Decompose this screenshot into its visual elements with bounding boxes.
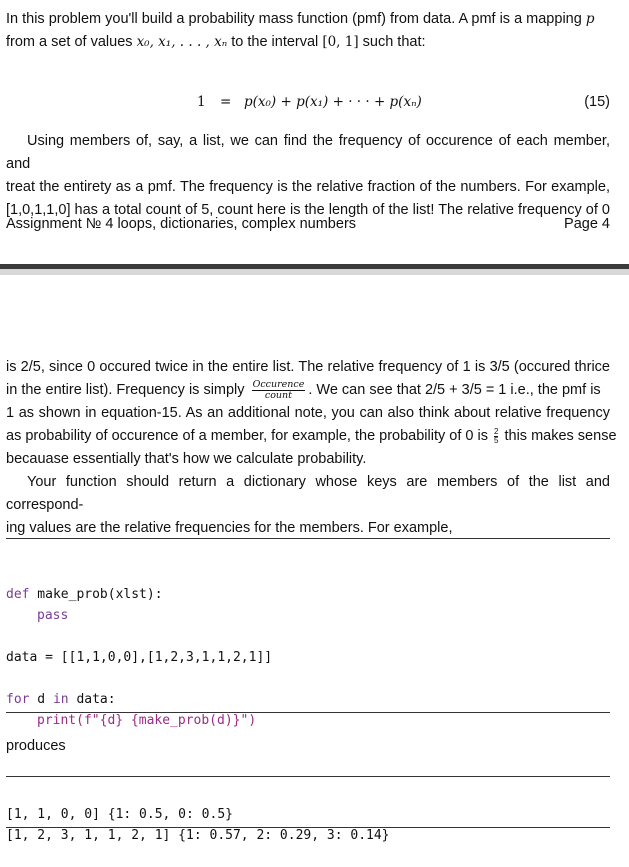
code-block-top-rule [6,538,610,539]
footer-page-number: Page 4 [564,216,610,232]
keyword-for: for [6,692,30,707]
math-value-set: x₀, x₁, . . . , xₙ [136,34,228,50]
keyword-def: def [6,587,30,602]
fraction-denominator: count [264,389,292,401]
fraction-numerator: 2 [494,426,499,436]
output-line: [1, 1, 0, 0] {1: 0.5, 0: 0.5} [6,807,233,822]
code-text: make_prob(xlst): [29,587,163,602]
paragraph-line: is 2/5, since 0 occured twice in the entire list. The relative frequency of 1 is 3/5 (occured thrice [6,359,610,375]
intro-text: from a set of values [6,34,137,50]
paragraph-relative-frequency [6,356,617,540]
intro-line-2 [6,31,610,54]
keyword-in: in [52,692,69,707]
paragraph-text: in the entire list). Frequency is simply [6,382,249,398]
intro-text: to the interval [227,34,323,50]
paragraph-text: as probability of occurence of a member, for example, the probability of 0 is [6,428,492,444]
page-footer [6,216,610,232]
code-block-bottom-rule [6,712,610,713]
equation-number: (15) [584,94,610,110]
equation-equals: = [220,94,232,110]
output-block [6,783,390,867]
intro-line-1 [6,8,610,31]
code-line-for [6,689,272,710]
intro-text: such that: [358,34,426,50]
fraction-two-fifths [494,428,498,445]
code-text: d [29,692,53,707]
math-p: p [585,11,595,27]
paragraph-line [6,379,610,402]
paragraph-text: this makes sense [500,428,617,444]
produces-label: produces [6,738,66,754]
code-line-print: print(f"{d} {make_prob(d)}") [37,713,257,728]
paragraph-line: [1,0,1,1,0] has a total count of 5, count here is the length of the list! The relative frequency of 0 [6,202,610,218]
math-interval: [0, 1] [322,34,359,50]
output-block-top-rule [6,776,610,777]
code-block [6,563,272,752]
page-break-shadow [0,269,629,275]
fraction-denominator: 5 [494,435,499,445]
keyword-pass: pass [37,608,69,623]
paragraph-line: becauase essentially that's how we calculate probability. [6,451,367,467]
output-line: [1, 2, 3, 1, 1, 2, 1] {1: 0.57, 2: 0.29, 3: 0.14} [6,828,390,843]
equation-lhs: 1 [197,94,206,110]
paragraph-frequency [6,130,610,222]
fraction-occurence-over-count [252,380,306,401]
equation-15 [0,92,629,116]
code-line-def [6,584,272,605]
paragraph-line: 1 as shown in equation-15. As an additional note, you can also think about relative frequency [6,405,610,421]
equation-rhs: p(x₀) + p(x₁) + · · · + p(xₙ) [244,94,422,110]
output-block-bottom-rule [6,827,610,828]
code-line-data: data = [[1,1,0,0],[1,2,3,1,1,2,1]] [6,650,273,665]
intro-text: In this problem you'll build a probability mass function (pmf) from data. A pmf is a mapping [6,11,586,27]
paragraph-line: treat the entirety as a pmf. The frequency is the relative fraction of the numbers. For example, [6,179,610,195]
intro-paragraph [6,8,610,54]
paragraph-line [6,425,617,448]
paragraph-line: Your function should return a dictionary whose keys are members of the list and correspond- [6,474,610,513]
footer-assignment-title: Assignment № 4 loops, dictionaries, complex numbers [6,216,357,232]
code-text: data: [68,692,116,707]
fraction-numerator: Occurence [252,378,305,390]
paragraph-line: Using members of, say, a list, we can find the frequency of occurence of each member, and [6,133,610,172]
paragraph-line: ing values are the relative frequencies for the members. For example, [6,520,453,536]
paragraph-text: . We can see that 2/5 + 3/5 = 1 i.e., the pmf is [308,382,601,398]
